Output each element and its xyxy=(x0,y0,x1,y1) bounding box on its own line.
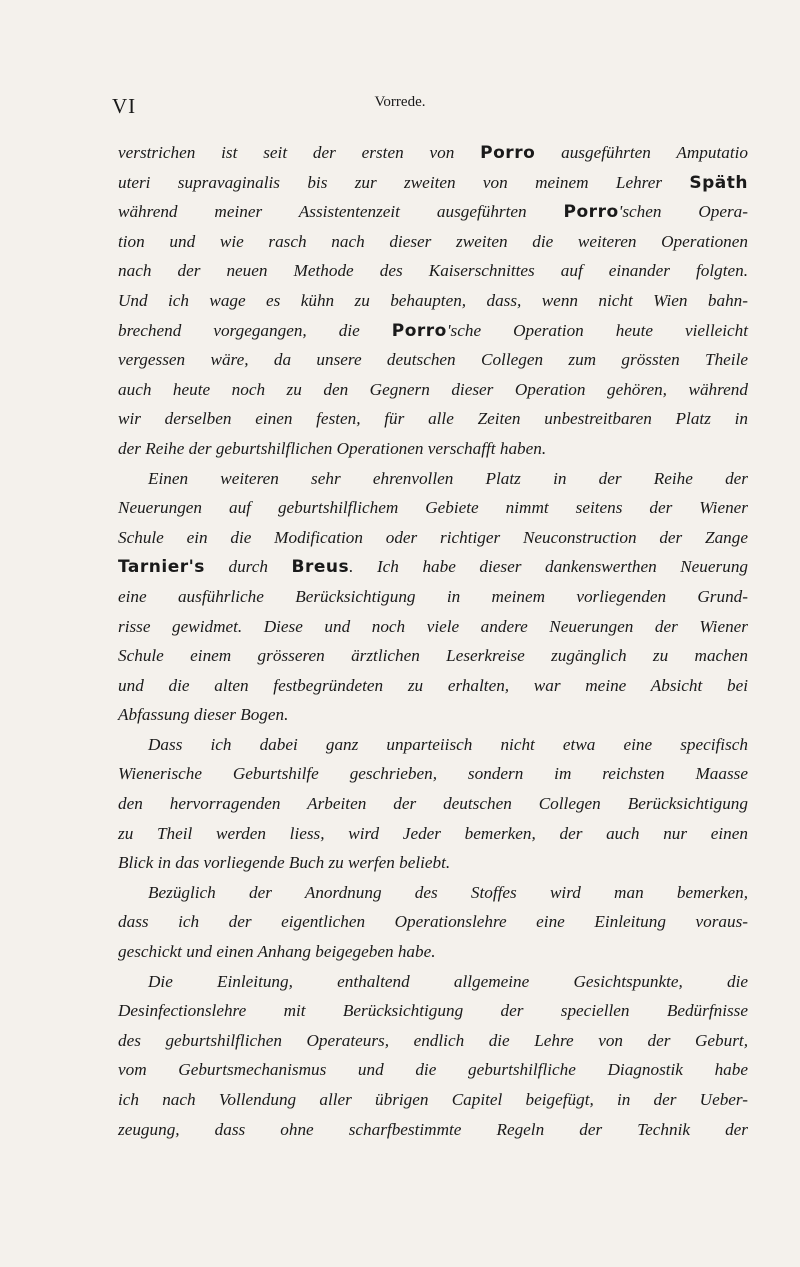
text-line: zu Theil werden liess, wird Jeder bemerken, der auch nur einen xyxy=(118,823,748,843)
text-line: Neuerungen auf geburtshilflichem Gebiete nimmt seitens der Wiener xyxy=(118,498,748,518)
text-line: vergessen wäre, da unsere deutschen Collegen zum grössten Theile xyxy=(118,350,748,370)
text-line: Die Einleitung, enthaltend allgemeine Gesichtspunkte, die xyxy=(148,971,748,991)
text-line: auch heute noch zu den Gegnern dieser Operation gehören, während xyxy=(118,379,748,399)
author-name: Späth xyxy=(689,172,748,193)
text-line: verstrichen ist seit der ersten von Porro ausgeführten Amputatio xyxy=(118,143,748,163)
text-line: tion und wie rasch nach dieser zweiten die weiteren Operationen xyxy=(118,231,748,251)
text-line: eine ausführliche Berücksichtigung in meinem vorliegenden Grund- xyxy=(118,586,748,606)
text-line: Abfassung dieser Bogen. xyxy=(118,705,289,725)
author-name: Tarnier's xyxy=(118,557,205,578)
text-line: Einen weiteren sehr ehrenvollen Platz in der Reihe der xyxy=(148,468,748,488)
author-name: Porro xyxy=(563,202,619,223)
text-line: und die alten festbegründeten zu erhalten, war meine Absicht bei xyxy=(118,675,748,695)
text-line: Dass ich dabei ganz unparteiisch nicht etwa eine specifisch xyxy=(148,734,748,754)
body-text xyxy=(118,138,748,1144)
text-line: des geburtshilflichen Operateurs, endlich die Lehre von der Geburt, xyxy=(118,1030,748,1050)
running-head: Vorrede. xyxy=(374,94,426,110)
text-line: uteri supravaginalis bis zur zweiten von meinem Lehrer Späth xyxy=(118,172,748,193)
text-line: brechend vorgegangen, die Porro'sche Operation heute vielleicht xyxy=(118,320,748,341)
text-line: nach der neuen Methode des Kaiserschnittes auf einander folgten. xyxy=(118,261,748,281)
text-line: Wienerische Geburtshilfe geschrieben, sondern im reichsten Maasse xyxy=(118,764,748,784)
text-line: dass ich der eigentlichen Operationslehre eine Einleitung voraus- xyxy=(118,912,748,932)
text-line: Bezüglich der Anordnung des Stoffes wird man bemerken, xyxy=(148,882,748,902)
text-line: zeugung, dass ohne scharfbestimmte Regeln der Technik der xyxy=(118,1119,748,1139)
text-line: Und ich wage es kühn zu behaupten, dass, wenn nicht Wien bahn- xyxy=(118,290,748,310)
text-line: risse gewidmet. Diese und noch viele andere Neuerungen der Wiener xyxy=(118,616,748,636)
text-line: Schule ein die Modification oder richtiger Neuconstruction der Zange xyxy=(118,527,748,547)
text-line: während meiner Assistentenzeit ausgeführten Porro'schen Opera- xyxy=(118,202,749,223)
text-line: Desinfectionslehre mit Berücksichtigung der speciellen Bedürfnisse xyxy=(118,1001,748,1021)
author-name: Porro xyxy=(480,143,536,163)
page-header xyxy=(0,94,800,122)
text-line: wir derselben einen festen, für alle Zeiten unbestreitbaren Platz in xyxy=(118,409,748,429)
text-line: den hervorragenden Arbeiten der deutschen Collegen Berücksichtigung xyxy=(118,794,748,814)
text-line: der Reihe der geburtshilflichen Operationen verschafft haben. xyxy=(118,438,547,458)
text-line: ich nach Vollendung aller übrigen Capitel beigefügt, in der Ueber- xyxy=(118,1090,748,1109)
text-line: geschickt und einen Anhang beigegeben habe. xyxy=(118,942,436,962)
text-line: Blick in das vorliegende Buch zu werfen beliebt. xyxy=(118,853,451,873)
author-name: Breus xyxy=(291,557,350,578)
text-line: Tarnier's durch Breus. Ich habe dieser dankenswerthen Neuerung xyxy=(118,557,749,578)
text-line: Schule einem grösseren ärztlichen Leserkreise zugänglich zu machen xyxy=(118,646,748,666)
page-number: VI xyxy=(112,94,137,118)
text-line: vom Geburtsmechanismus und die geburtshilfliche Diagnostik habe xyxy=(118,1060,748,1080)
author-name: Porro xyxy=(391,320,447,341)
